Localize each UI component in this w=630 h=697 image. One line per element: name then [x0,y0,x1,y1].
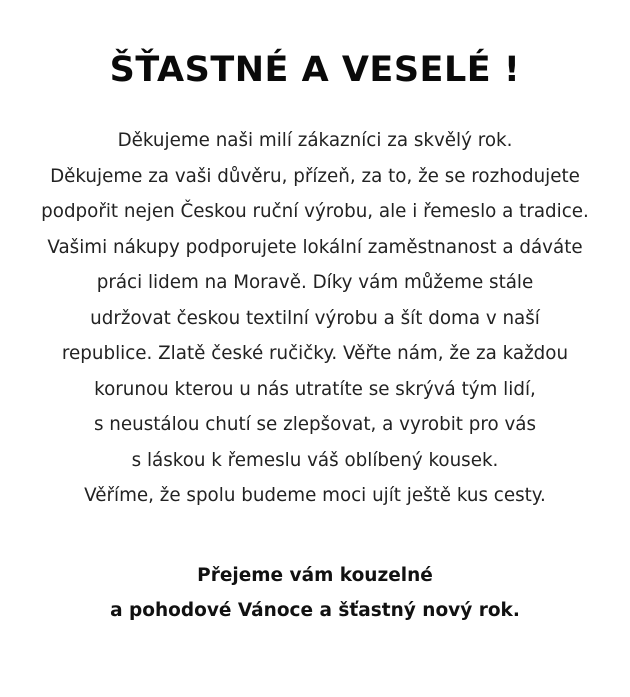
message-line: udržovat českou textilní výrobu a šít doma v naší [90,307,540,329]
message-line: Vašimi nákupy podporujete lokální zaměstnanost a dáváte [47,236,583,258]
message-line: korunou kterou u nás utratíte se skrývá tým lidí, [94,378,536,400]
message-line: Věříme, že spolu budeme moci ujít ještě kus cesty. [84,485,546,506]
message-line: republice. Zlatě české ručičky. Věřte nám, že za každou [61,343,569,364]
message-line: Děkujeme naši milí zákazníci za skvělý rok. [117,130,513,151]
message-line: práci lidem na Moravě. Díky vám můžeme stále [96,272,534,293]
message-line: Děkujeme za vaši důvěru, přízeň, za to, že se rozhodujete [50,165,580,187]
message-body [0,123,630,514]
page-title: ŠŤASTNÉ A VESELÉ ! [109,50,521,90]
closing-wish [0,558,630,628]
message-line: s láskou k řemeslu váš oblíbený kousek. [131,449,499,471]
closing-line: a pohodové Vánoce a šťastný nový rok. [110,600,520,621]
message-line: podpořit nejen Českou ruční výrobu, ale i řemeslo a tradice. [41,201,589,222]
closing-line: Přejeme vám kouzelné [197,565,433,586]
message-line: s neustálou chutí se zlepšovat, a vyrobit pro vás [93,414,537,435]
